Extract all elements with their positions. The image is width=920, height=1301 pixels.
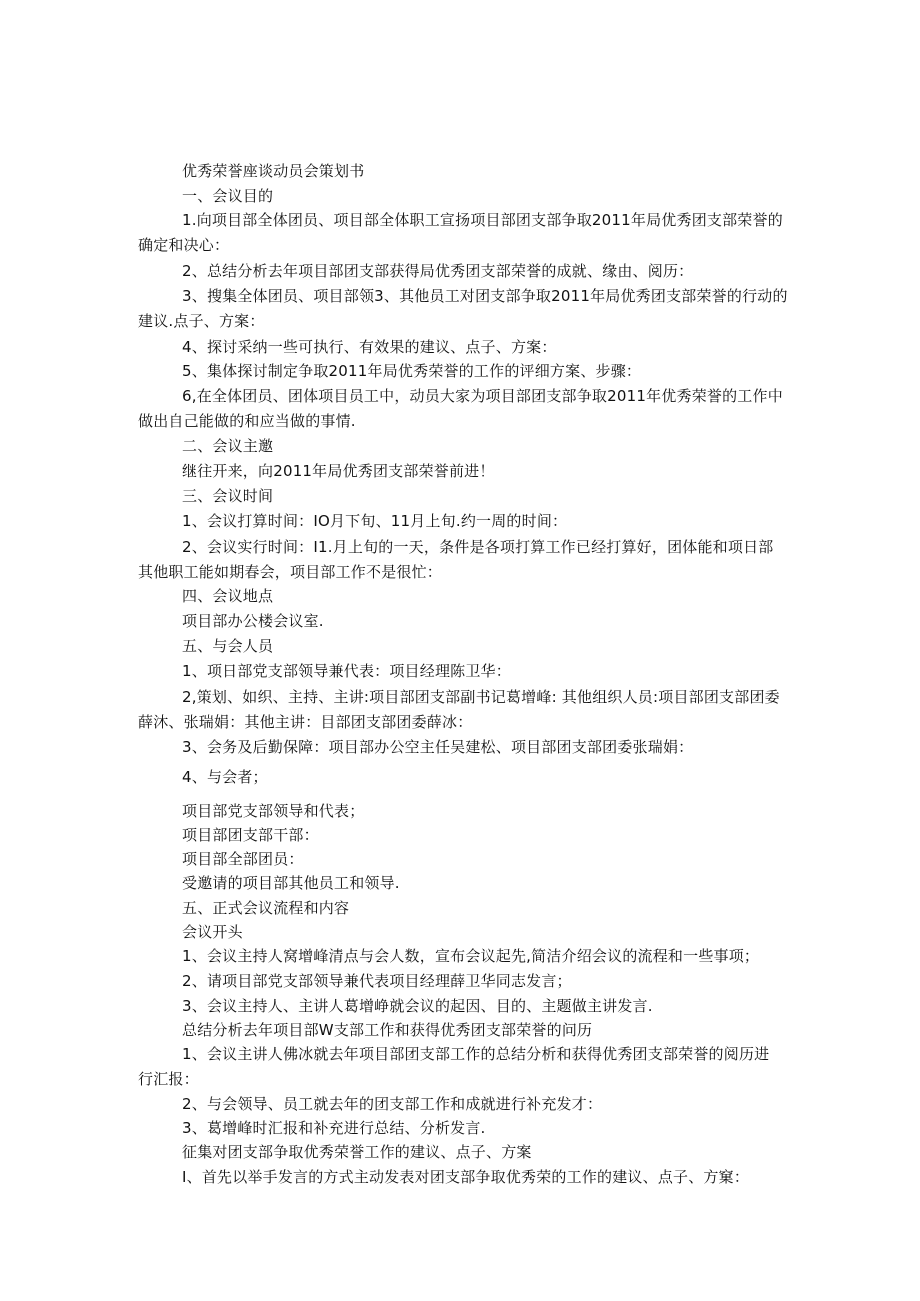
document-title: 优秀荣誉座谈动员会策划书 — [182, 162, 365, 180]
paragraph-line: 薛沐、张瑞娟：其他主讲：目部团支部团委薛冰： — [138, 713, 473, 731]
paragraph-line: I、首先以举手发言的方式主动发表对团支部争取优秀荣的工作的建议、点子、方窠： — [182, 1168, 750, 1186]
paragraph-line: 3、葛增峰时汇报和补充进行总结、分析发言. — [182, 1119, 486, 1137]
paragraph-line: 受邀请的项目部其他员工和领导. — [182, 874, 400, 892]
paragraph-line: 2,策划、如织、主持、主讲:项目部团支部副书记葛增峰: 其他组织人员:项目部团支部团委 — [182, 688, 780, 706]
subsection-heading: 总结分析去年项目部W支部工作和获得优秀团支部荣誉的问历 — [182, 1021, 593, 1039]
paragraph-line: 2、与会领导、员工就去年的团支部工作和成就进行补充发才： — [182, 1095, 603, 1113]
section-heading: 三、会议时间 — [182, 487, 274, 505]
paragraph-line: 1、会议主讲人佛冰就去年项目部团支部工作的总结分析和获得优秀团支部荣誉的阅历进 — [182, 1045, 770, 1063]
paragraph-line: 4、探讨采纳一些可执行、有效果的建议、点子、方案： — [182, 338, 557, 356]
paragraph-line: 5、集体探讨制定争取2011年局优秀荣誉的工作的评细方案、步骤： — [182, 362, 642, 380]
paragraph-line: 1.向项目部全体团员、项目部全体职工宣扬项目部团支部争取2011年局优秀团支部荣誉的 — [182, 211, 783, 229]
paragraph-line: 3、搜集全体团员、项目部领3、其他员工对团支部争取2011年局优秀团支部荣誉的行动的 — [182, 287, 788, 305]
paragraph-line: 项目部全部团员： — [182, 850, 304, 868]
paragraph-line: 1、会议打算时间：IO月下旬、11月上旬.约一周的时间： — [182, 512, 568, 530]
paragraph-line: 其他职工能如期春会，项目部工作不是很忙： — [138, 563, 443, 581]
subsection-heading: 会议开头 — [182, 923, 243, 941]
section-heading: 二、会议主邀 — [182, 437, 274, 455]
paragraph-line: 2、总结分析去年项目部团支部获得局优秀团支部荣誉的成就、缘由、阅历： — [182, 262, 694, 280]
paragraph-line: 3、会议主持人、主讲人葛增峥就会议的起因、目的、主题做主讲发言. — [182, 997, 653, 1015]
paragraph-line: 1、项日部党支部领导兼代表：项目经理陈卫华： — [182, 662, 511, 680]
paragraph-line: 1、会议主持人窝增峰清点与会人数，宣布会议起先,简洁介绍会议的流程和一些事项； — [182, 947, 760, 965]
paragraph-line: 项目部团支部干部： — [182, 826, 319, 844]
paragraph-line: 行汇报： — [138, 1070, 199, 1088]
paragraph-line: 继往开来，向2011年局优秀团支部荣誉前进！ — [182, 462, 495, 480]
paragraph-line: 建议.点子、方案： — [138, 312, 265, 330]
section-heading: 五、正式会议流程和内容 — [182, 899, 350, 917]
section-heading: 一、会议目的 — [182, 187, 274, 205]
paragraph-line: 4、与会者； — [182, 768, 268, 786]
paragraph-line: 2、会议实行时间：I1.月上旬的一天，条件是各项打算工作已经打算好，团体能和项日部 — [182, 538, 774, 556]
paragraph-line: 6,在全体团员、团体项目员工中，动员大家为项目部团支部争取2011年优秀荣誉的工作中 — [182, 387, 783, 405]
subsection-heading: 征集对团支部争取优秀荣誉工作的建议、点子、方案 — [182, 1143, 532, 1161]
paragraph-line: 3、会务及后勤保障：项目部办公空主任吴建松、项目部团支部团委张瑞娟： — [182, 738, 694, 756]
paragraph-line: 项目部办公楼会议室. — [182, 612, 324, 630]
paragraph-line: 做出自己能做的和应当做的事情. — [138, 412, 356, 430]
section-heading: 五、与会人员 — [182, 637, 274, 655]
paragraph-line: 2、请项目部党支部领导兼代表项目经理薛卫华同志发言； — [182, 972, 572, 990]
paragraph-line: 项目部党支部领导和代表； — [182, 802, 365, 820]
paragraph-line: 确定和决心： — [138, 236, 230, 254]
section-heading: 四、会议地点 — [182, 587, 274, 605]
